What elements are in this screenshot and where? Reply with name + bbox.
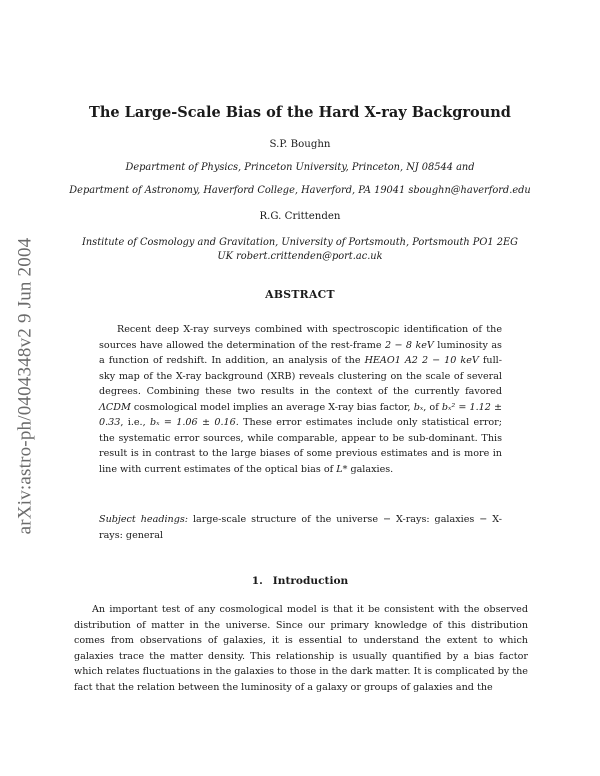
math-inline: bₓ² = 1.12 ± 0.33: [99, 401, 502, 428]
section-body-text: An important test of any cosmological model is that it be consistent with the observed distribution of matter in the universe. Since our primary knowledge of this distribution comes from observations of galaxies, it is essential to understand the extent to which galaxies trace the matter density. This relationship is usually quantified by a bias factor which relates fluctuations in the galaxies to those in the dark matter. It is complicated by the fact that the relation between the luminosity of a galaxy or groups of galaxies and the: [74, 604, 528, 693]
abstract-text: [99, 322, 502, 477]
math-inline: bₓ: [413, 401, 424, 413]
section-title: Introduction: [272, 575, 349, 587]
abstract-segment: luminosity as a function of redshift. In addition, an analysis of the: [99, 339, 502, 366]
author-affiliation: Department of Physics, Princeton University, Princeton, NJ 08544 and: [125, 162, 475, 173]
author-name: R.G. Crittenden: [259, 211, 341, 222]
math-inline: bₓ = 1.06 ± 0.16: [150, 417, 236, 428]
author-name: S.P. Boughn: [269, 139, 331, 150]
author-affiliation: UK robert.crittenden@port.ac.uk: [217, 251, 383, 262]
subject-headings-text: large-scale structure of the universe − X-rays: galaxies − X-rays: general: [99, 514, 502, 541]
arxiv-stamp: [8, 206, 42, 566]
paper-title: The Large-Scale Bias of the Hard X-ray Background: [89, 104, 511, 121]
arxiv-stamp-text: arXiv:astro-ph/0404348v2 9 Jun 2004: [14, 237, 36, 535]
subject-headings: [99, 512, 502, 543]
section-number: 1.: [251, 575, 263, 587]
section-heading: [60, 575, 540, 587]
abstract-segment: , i.e.,: [120, 417, 150, 428]
math-inline: HEAO1 A2 2 − 10 keV: [364, 355, 479, 366]
math-inline: 2 − 8 keV: [384, 339, 434, 351]
abstract-segment: , of: [423, 401, 442, 413]
abstract-segment: cosmological model implies an average X-ray bias factor,: [130, 401, 414, 413]
author-affiliation: Department of Astronomy, Haverford College, Haverford, PA 19041 sboughn@haverford.edu: [69, 185, 531, 196]
abstract-segment: . These error estimates include only statistical error; the systematic error sources, while comparable, appear to be sub-dominant. This result is in contrast to the large biases of some previous estimates and is more in line with current estimates of the optical bias of: [99, 417, 502, 475]
author-affiliation: Institute of Cosmology and Gravitation, University of Portsmouth, Portsmouth PO1 2EG: [81, 237, 518, 248]
subject-headings-label: Subject headings:: [99, 514, 189, 525]
math-inline: ΛCDM: [99, 401, 131, 413]
math-inline: L*: [336, 463, 348, 475]
abstract-segment: galaxies.: [347, 463, 394, 475]
abstract-segment: full-sky map of the X-ray background (XRB) reveals clustering on the scale of several degrees. Combining these two results in the context of the currently favored: [99, 355, 502, 397]
abstract-segment: Recent deep X-ray surveys combined with spectroscopic identification of the sources have allowed the determination of the rest-frame: [99, 324, 502, 351]
abstract-heading: ABSTRACT: [265, 288, 335, 301]
